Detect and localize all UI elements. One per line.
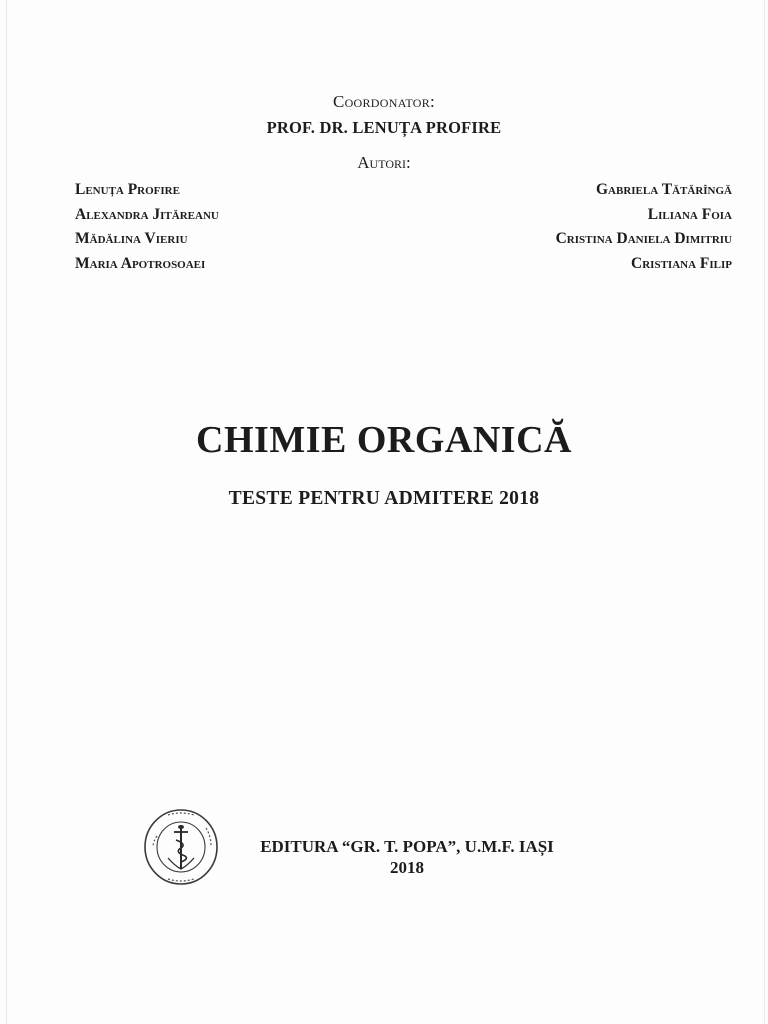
author-name: Maria Apotrosoaei [75, 254, 206, 272]
publisher-block [232, 836, 582, 878]
authors-right-column [556, 178, 732, 276]
publication-year: 2018 [390, 858, 424, 877]
coordinator-label: Coordonator: [332, 92, 436, 111]
author-name: Mădălina Vieriu [75, 230, 188, 247]
authors-left-column [75, 178, 219, 276]
publisher-seal-icon [140, 806, 222, 888]
book-subtitle: TESTE PENTRU ADMITERE 2018 [228, 488, 540, 509]
author-name: Cristina Daniela Dimitriu [555, 230, 732, 247]
author-name: Liliana Foia [647, 205, 732, 223]
author-name: Lenuța Profire [75, 181, 180, 198]
publisher-name: EDITURA “GR. T. POPA”, U.M.F. IAȘI [260, 837, 554, 856]
author-name: Gabriela Tătărîngă [595, 181, 732, 198]
author-name: Cristiana Filip [631, 254, 732, 272]
author-name: Alexandra Jităreanu [75, 205, 219, 223]
book-title: CHIMIE ORGANICĂ [196, 419, 572, 461]
authors-label: Autori: [357, 153, 411, 172]
coordinator-name: PROF. DR. LENUȚA PROFIRE [266, 118, 502, 137]
